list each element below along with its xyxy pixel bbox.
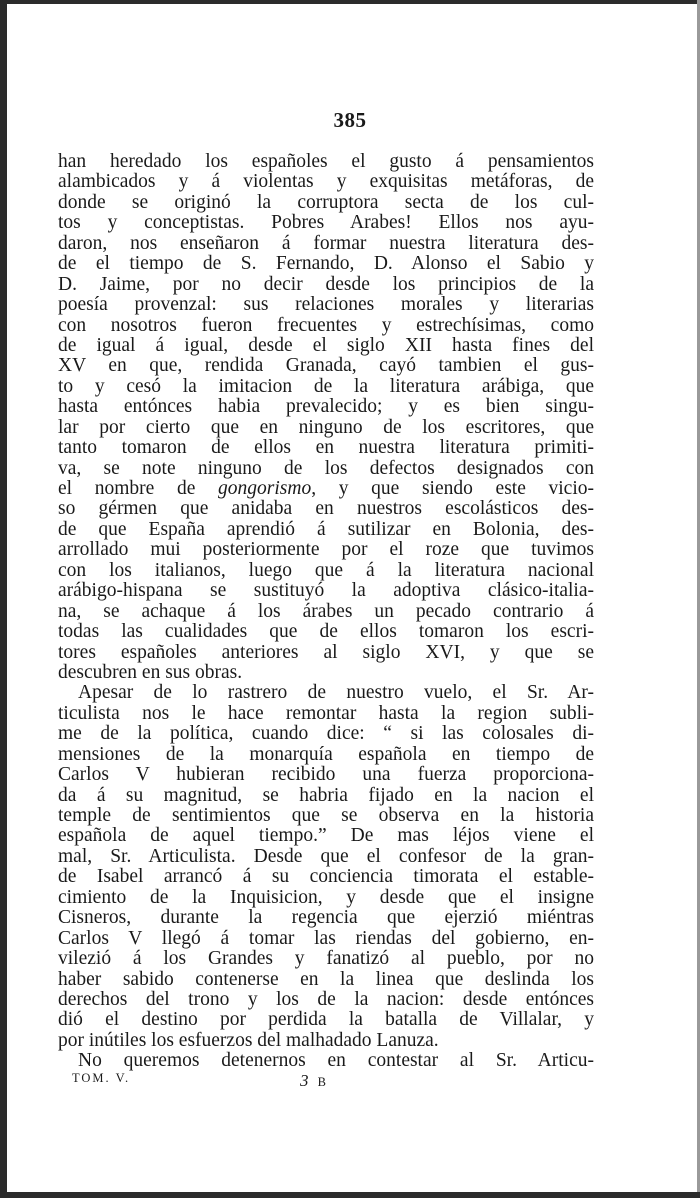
text-line: va, se note ninguno de los defectos designados con [58, 457, 594, 479]
scan-edge-bottom [0, 1192, 700, 1198]
signature-mark [300, 1071, 329, 1091]
text-line: de Isabel arrancó á su conciencia timorata el estable- [58, 866, 594, 888]
text-line: me de la política, cuando dice: “ si las colosales di- [58, 723, 594, 745]
text-line: descubren en sus obras. [58, 661, 243, 683]
printer-signature [72, 1071, 542, 1091]
text-line: XV en que, rendida Granada, cayó tambien el gus- [58, 355, 594, 377]
text-line: con los italianos, luego que á la literatura nacional [58, 559, 594, 581]
text-line: Cisneros, durante la regencia que ejerzió miéntras [58, 907, 594, 929]
text-line: temple de sentimientos que se observa en la historia [58, 805, 594, 826]
text-line: todas las cualidades que de ellos tomaron los escri- [58, 621, 594, 643]
text-line: dió el destino por perdida la batalla de Villalar, y [58, 1009, 594, 1031]
text-line: tores españoles anteriores al siglo XVI, y que se [58, 641, 594, 663]
text-line: so gérmen que anidaba en nuestros escolásticos des- [58, 498, 594, 520]
text-line: da á su magnitud, se habria fijado en la nacion el [58, 784, 594, 806]
text-line: daron, nos enseñaron á formar nuestra literatura des- [58, 232, 594, 254]
gathering-letter: B [317, 1075, 329, 1089]
text-line: na, se achaque á los árabes un pecado contrario á [58, 600, 594, 622]
text-line: de igual á igual, desde el siglo XII hasta fines del [58, 334, 594, 356]
text-line: donde se originó la corruptora secta de los cul- [58, 191, 594, 213]
italic-term: gongorismo [218, 478, 312, 499]
text-line: cimiento de la Inquisicion, y desde que el insigne [58, 886, 594, 908]
text-line: de que España aprendió á sutilizar en Bolonia, des- [58, 518, 594, 540]
text-line: vilezió á los Grandes y fanatizó al pueblo, por no [58, 948, 594, 970]
gathering-number: 3 [300, 1071, 312, 1090]
text-line: haber sabido contenerse en la linea que deslinda los [58, 968, 594, 990]
text-line: No queremos detenernos en contestar al Sr. Articu- [78, 1050, 594, 1072]
text-line: mensiones de la monarquía española en tiempo de [58, 743, 594, 765]
text-line: alambicados y á violentas y exquisitas metáforas, de [58, 171, 594, 193]
text-line: el nombre de gongorismo, y que siendo este vicio- [58, 478, 595, 499]
text-line: con nosotros fueron frecuentes y estrechísimas, como [58, 314, 594, 336]
text-line: Apesar de lo rastrero de nuestro vuelo, el Sr. Ar- [78, 682, 594, 704]
text-line: tos y conceptistas. Pobres Arabes! Ellos nos ayu- [58, 212, 594, 234]
text-line: hasta entónces habia prevalecido; y es bien singu- [58, 396, 594, 418]
text-line: arábigo-hispana se sustituyó la adoptiva clásico-italia- [58, 580, 594, 602]
text-line: española de aquel tiempo.” De mas léjos viene el [58, 825, 594, 847]
text-line: ticulista nos le hace remontar hasta la region subli- [58, 702, 594, 724]
text-line: Carlos V hubieran recibido una fuerza proporciona- [58, 764, 594, 786]
text-line: de el tiempo de S. Fernando, D. Alonso el Sabio y [58, 253, 594, 275]
text-line: arrollado mui posteriormente por el roze que tuvimos [58, 539, 594, 561]
body-text [58, 152, 594, 1072]
text-line: to y cesó la imitacion de la literatura arábiga, que [58, 375, 594, 397]
text-line: Carlos V llegó á tomar las riendas del gobierno, en- [58, 927, 594, 949]
text-line: han heredado los españoles el gusto á pensamientos [58, 151, 594, 172]
text-line: lar por cierto que en ninguno de los escritores, que [58, 416, 594, 438]
text-line: por inútiles los esfuerzos del malhadado Lanuza. [58, 1029, 439, 1051]
text-line: derechos del trono y los de la nacion: desde entónces [58, 988, 594, 1010]
scan-edge-left [0, 0, 7, 1198]
scan-edge-top [0, 0, 700, 4]
volume-label: TOM. V. [72, 1071, 131, 1085]
text-line: mal, Sr. Articulista. Desde que el confesor de la gran- [58, 845, 594, 867]
text-line: poesía provenzal: sus relaciones morales y literarias [58, 294, 594, 316]
text-line: D. Jaime, por no decir desde los principios de la [58, 273, 594, 295]
text-line: tanto tomaron de ellos en nuestra literatura primiti- [58, 437, 594, 459]
page-number: 385 [333, 108, 367, 132]
